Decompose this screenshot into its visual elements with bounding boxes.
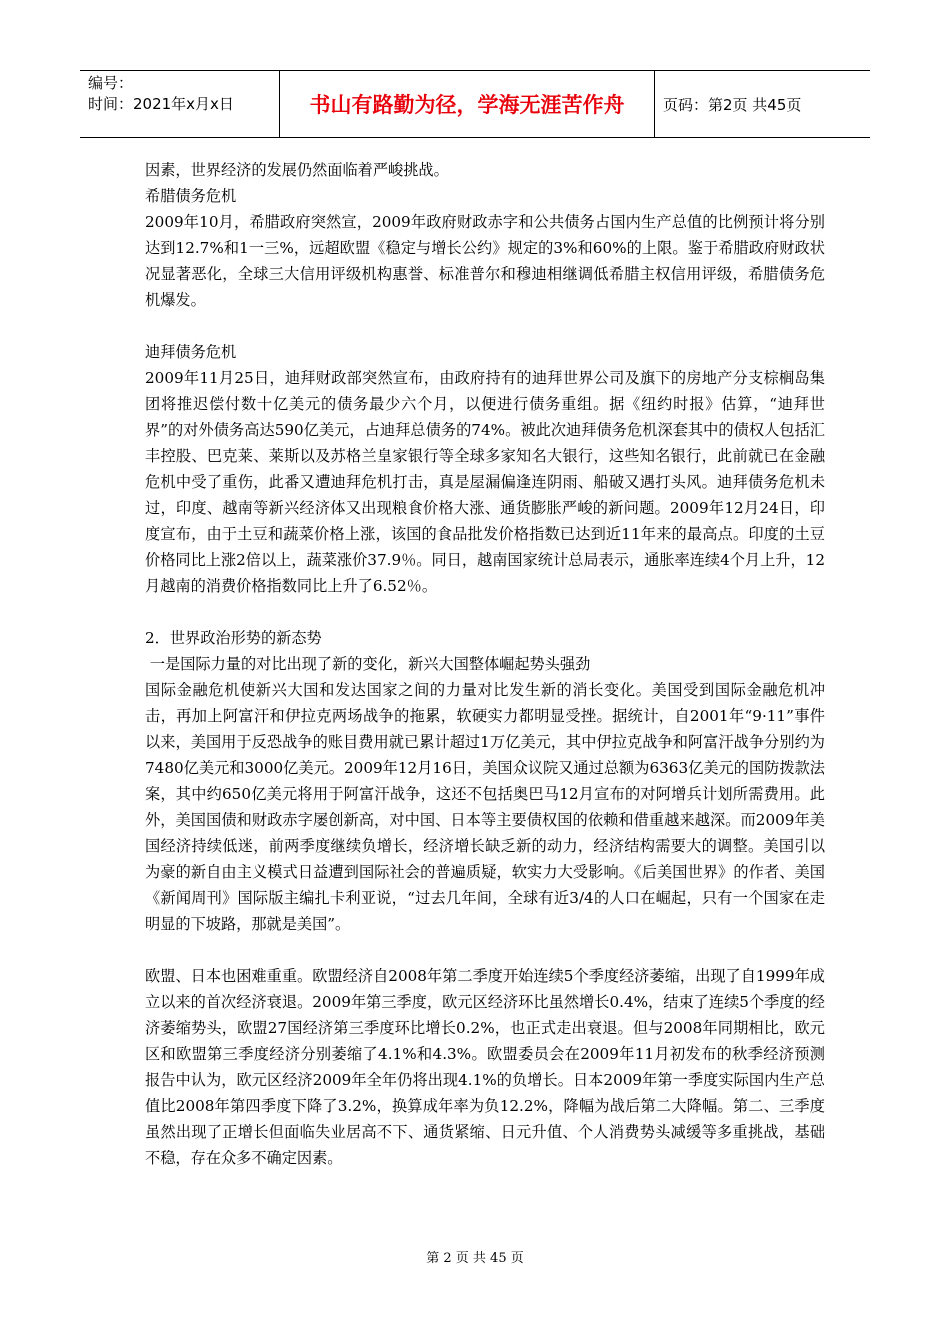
paragraph: 因素，世界经济的发展仍然面临着严峻挑战。 (145, 161, 449, 179)
page-header (80, 70, 870, 138)
section-heading-dubai: 迪拜债务危机 (145, 343, 237, 361)
section-heading-politics: 2．世界政治形势的新态势 (145, 629, 322, 647)
paragraph: 欧盟、日本也困难重重。欧盟经济自2008年第二季度开始连续5个季度经济萎缩，出现了自1999年成立以来的首次经济衰退。2009年第三季度，欧元区经济环比虽然增长0.4%，结束了连续5个季度的经济萎缩势头，欧盟27国经济第三季度环比增长0.2%，也正式走出衰退。但与2008年同期相比，欧元区和欧盟第三季度经济分别萎缩了4.1%和4.3%。欧盟委员会在2009年11月初发布的秋季经济预测报告中认为，欧元区经济2009年全年仍将出现4.1%的负增长。日本2009年第一季度实际国内生产总值比2008年第四季度下降了3.2%，换算成年率为负12.2%，降幅为战后第二大降幅。第二、三季度虽然出现了正增长但面临失业居高不下、通货紧缩、日元升值、个人消费势头减缓等多重挑战，基础不稳，存在众多不确定因素。 (145, 967, 825, 1167)
subheading: 一是国际力量的对比出现了新的变化，新兴大国整体崛起势头强劲 (145, 655, 591, 673)
header-meta (80, 71, 280, 137)
header-motto: 书山有路勤为径，学海无涯苦作舟 (280, 71, 655, 137)
paragraph: 2009年11月25日，迪拜财政部突然宣布，由政府持有的迪拜世界公司及旗下的房地产分支棕榈岛集团将推迟偿付数十亿美元的债务最少六个月，以便进行债务重组。据《纽约时报》估算，“迪拜世界”的对外债务高达590亿美元，占迪拜总债务的74%。被此次迪拜债务危机深套其中的债权人包括汇丰控股、巴克莱、莱斯以及苏格兰皇家银行等全球多家知名大银行，这些知名银行，此前就已在金融危机中受了重伤，此番又遭迪拜危机打击，真是屋漏偏逢连阴雨、船破又遇打头风。迪拜债务危机未过，印度、越南等新兴经济体又出现粮食价格大涨、通货膨胀严峻的新问题。2009年12月24日，印度宣布，由于土豆和蔬菜价格上涨，该国的食品批发价格指数已达到近11年来的最高点。印度的土豆价格同比上涨2倍以上，蔬菜涨价37.9％。同日，越南国家统计总局表示，通胀率连续4个月上升，12月越南的消费价格指数同比上升了6.52％。 (145, 369, 825, 595)
section-heading-greece: 希腊债务危机 (145, 187, 237, 205)
body-text (145, 157, 825, 1171)
spacer (145, 937, 825, 963)
spacer (145, 313, 825, 339)
page-footer: 第 2 页 共 45 页 (426, 1251, 524, 1266)
spacer (145, 599, 825, 625)
header-page-info: 页码：第2页 共45页 (663, 95, 802, 114)
paragraph: 2009年10月，希腊政府突然宣，2009年政府财政赤字和公共债务占国内生产总值的比例预计将分别达到12.7%和1一三%，远超欧盟《稳定与增长公约》规定的3%和60%的上限。鉴于希腊政府财政状况显著恶化，全球三大信用评级机构惠誉、标准普尔和穆迪相继调低希腊主权信用评级，希腊债务危机爆发。 (145, 213, 825, 309)
time-label: 时间：2021年x月x日 (88, 95, 234, 113)
number-label: 编号： (88, 74, 134, 92)
paragraph: 国际金融危机使新兴大国和发达国家之间的力量对比发生新的消长变化。美国受到国际金融危机冲击，再加上阿富汗和伊拉克两场战争的拖累，软硬实力都明显受挫。据统计，自2001年“9·11”事件以来，美国用于反恐战争的账目费用就已累计超过1万亿美元，其中伊拉克战争和阿富汗战争分别约为7480亿美元和3000亿美元。2009年12月16日，美国众议院又通过总额为6363亿美元的国防拨款法案，其中约650亿美元将用于阿富汗战争，这还不包括奥巴马12月宣布的对阿增兵计划所需费用。此外，美国国债和财政赤字屡创新高，对中国、日本等主要债权国的依赖和借重越来越深。而2009年美国经济持续低迷，前两季度继续负增长，经济增长缺乏新的动力，经济结构需要大的调整。美国引以为豪的新自由主义模式日益遭到国际社会的普遍质疑，软实力大受影响。《后美国世界》的作者、美国《新闻周刊》国际版主编扎卡利亚说，“过去几年间，全球有近3/4的人口在崛起，只有一个国家在走明显的下坡路，那就是美国”。 (145, 681, 825, 933)
